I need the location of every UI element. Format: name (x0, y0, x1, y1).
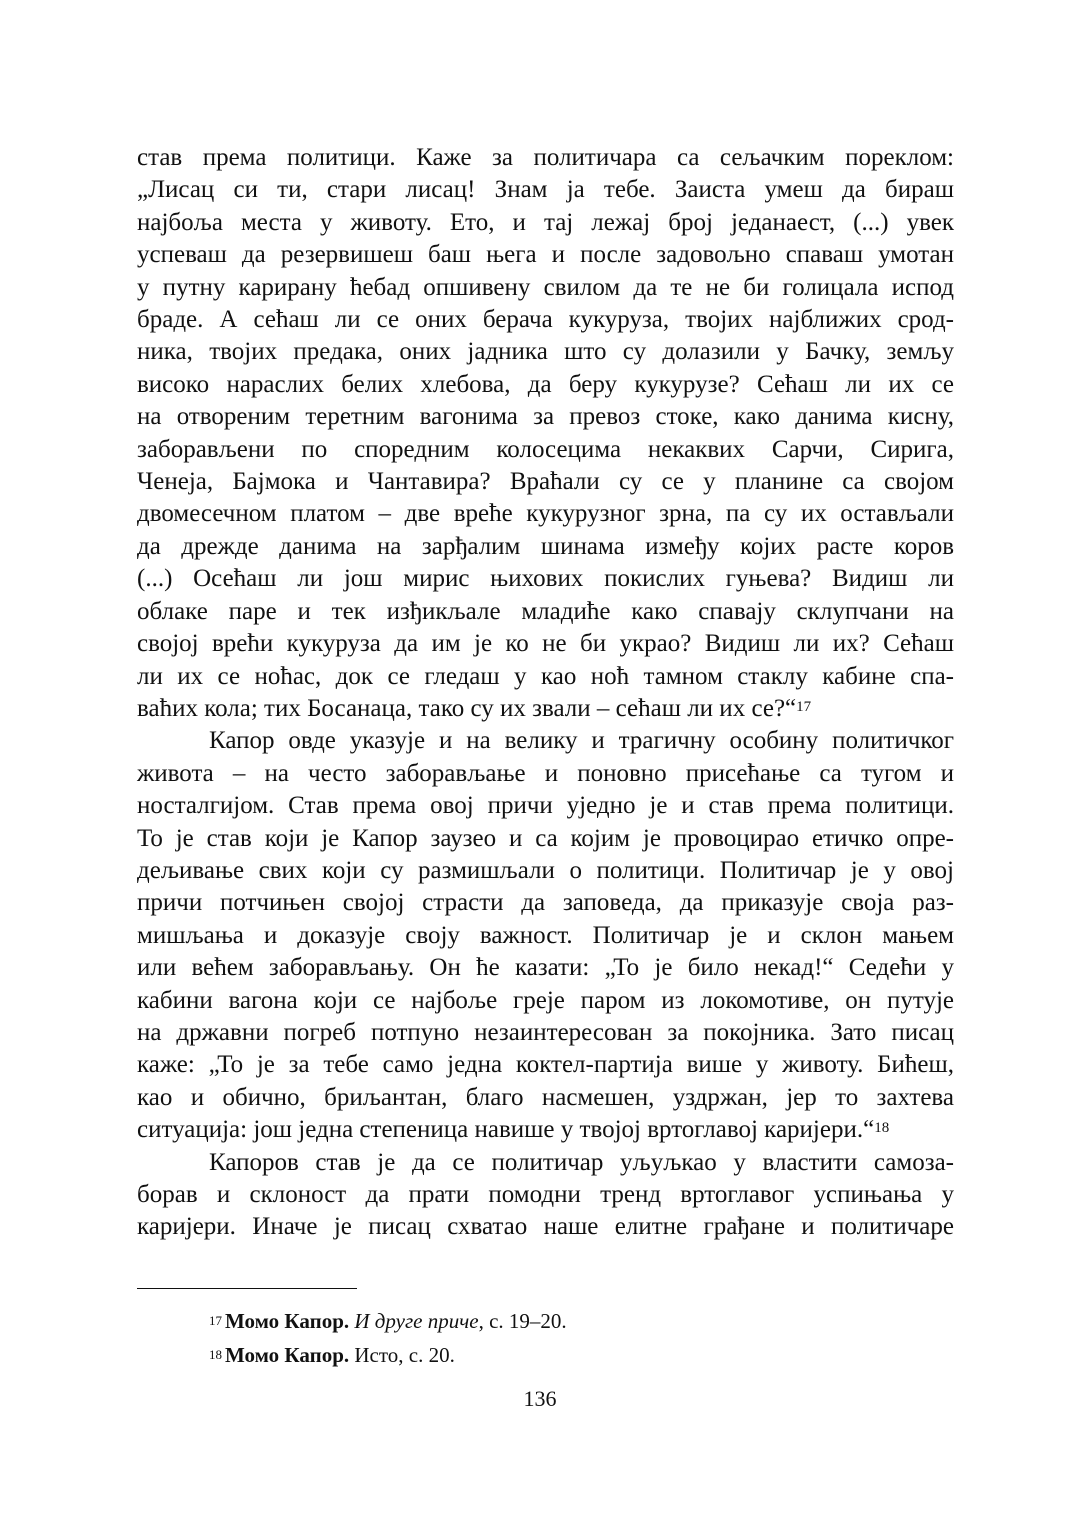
text-line: својој врећи кукуруза да им је ко не би украо? Видиш ли их? Сећаш (137, 630, 954, 658)
text-line: најбоља места у животу. Ето, и тај лежај број једанаест, (...) увек (137, 208, 954, 236)
text-line: ника, твојих предака, оних јадника што су долазили у Бачку, земљу (137, 338, 954, 366)
text-line: (...) Осећаш ли још мирис њихових покислих гуњева? Видиш ли (137, 565, 954, 593)
footnote-author: Момо Капор. (225, 1309, 350, 1333)
text-line: носталгијом. Став према овој причи уједно је и став према политици. (137, 792, 954, 820)
body-text (137, 142, 954, 1244)
footnote-17 (209, 1304, 954, 1338)
page-number: 136 (523, 1386, 557, 1411)
footnote-number: 18 (209, 1347, 222, 1362)
text-line: каже: „То је за тебе само једна коктел-партија више у животу. Бићеш, (137, 1051, 954, 1079)
footnote-ref-18[interactable]: 18 (874, 1120, 890, 1137)
text-line-last (137, 693, 954, 725)
text-line: на државни погреб потпуно незаинтересован за покојника. Зато писац (137, 1018, 954, 1046)
text-line: Капор овде указује и на велику и трагичну особину политичког (209, 727, 954, 755)
paragraph-2 (137, 725, 954, 1146)
text-line-last (137, 1114, 954, 1146)
text-line: Капоров став је да се политичар уљуљкао у властити самоза- (209, 1148, 954, 1176)
footnote-18 (209, 1338, 954, 1372)
footnotes (209, 1304, 954, 1372)
footnote-ref-17[interactable]: 17 (796, 698, 812, 715)
text-line: причи потчињен својој страсти да заповеда, да приказује своја раз- (137, 889, 954, 917)
text-line: кабини вагона који се најбоље греје паром из локомотиве, он путује (137, 986, 954, 1014)
footnote-title: И друге приче (354, 1309, 479, 1333)
text-line: став према политици. Каже за политичара са сељачким пореклом: (137, 144, 954, 171)
text-line: каријери. Иначе је писац схватао наше елитне грађане и политичаре (137, 1213, 954, 1241)
footnote-pages: Исто, с. 20. (349, 1343, 455, 1367)
text-line: живота – на често заборављање и поновно присећање са тугом и (137, 759, 954, 787)
text-line: дељивање свих који су размишљали о политици. Политичар је у овој (137, 856, 954, 884)
footnote-author: Момо Капор. (225, 1343, 350, 1367)
text-line: борав и склоност да прати помодни тренд вртоглавог успињања у (137, 1181, 954, 1208)
text-line: „Лисац си ти, стари лисац! Знам ја тебе. Заиста умеш да бираш (137, 176, 954, 204)
paragraph-1 (137, 142, 954, 725)
text-line-content: ситуација: још једна степеница навише у твојој вртоглавој каријери.“ (137, 1116, 875, 1144)
footnote-pages: , с. 19–20. (478, 1309, 567, 1333)
text-line: двомесечном платом – две вреће кукурузног зрна, па су их остављали (137, 500, 954, 528)
text-line: браде. А сећаш ли се оних берача кукуруза, твојих најближих срод- (137, 306, 954, 334)
text-line: заборављени по споредним колосецима некаквих Сарчи, Сирига, (137, 435, 954, 463)
footnote-number: 17 (209, 1313, 222, 1328)
text-line: да дрежде данима на зарђалим шинама између којих расте коров (137, 532, 954, 560)
text-line: на отвореним теретним вагонима за превоз стоке, како данима кисну, (137, 403, 954, 431)
text-line: Ченеја, Бајмока и Чантавира? Враћали су се у планине са својом (137, 468, 954, 496)
text-line-content: ваћих кола; тих Босанаца, тако су их звали – сећаш ли их се?“ (137, 694, 797, 722)
text-line: у путну карирану ћебад опшивену свилом да те не би голицала испод (137, 273, 954, 301)
text-line: облаке паре и тек изђикљале младиће како спавају склупчани на (137, 597, 954, 625)
text-line: или већем заборављању. Он ће казати: „То је било некад!“ Седећи у (137, 954, 954, 982)
paragraph-3 (137, 1147, 954, 1244)
text-line: високо нараслих белих хлебова, да беру кукурузе? Сећаш ли их се (137, 370, 954, 398)
footnote-divider (137, 1288, 357, 1289)
text-line: ли их се ноћас, док се гледаш у као ноћ тамном стаклу кабине спа- (137, 662, 954, 690)
text-line: успеваш да резервишеш баш њега и после задовољно спаваш умотан (137, 241, 954, 269)
text-line: мишљања и доказује своју важност. Политичар је и склон мањем (137, 921, 954, 949)
text-line: као и обично, бриљантан, благо насмешен, уздржан, јер то захтева (137, 1083, 954, 1111)
text-line: То је став који је Капор заузео и са којим је провоцирао етичко опре- (137, 824, 954, 852)
